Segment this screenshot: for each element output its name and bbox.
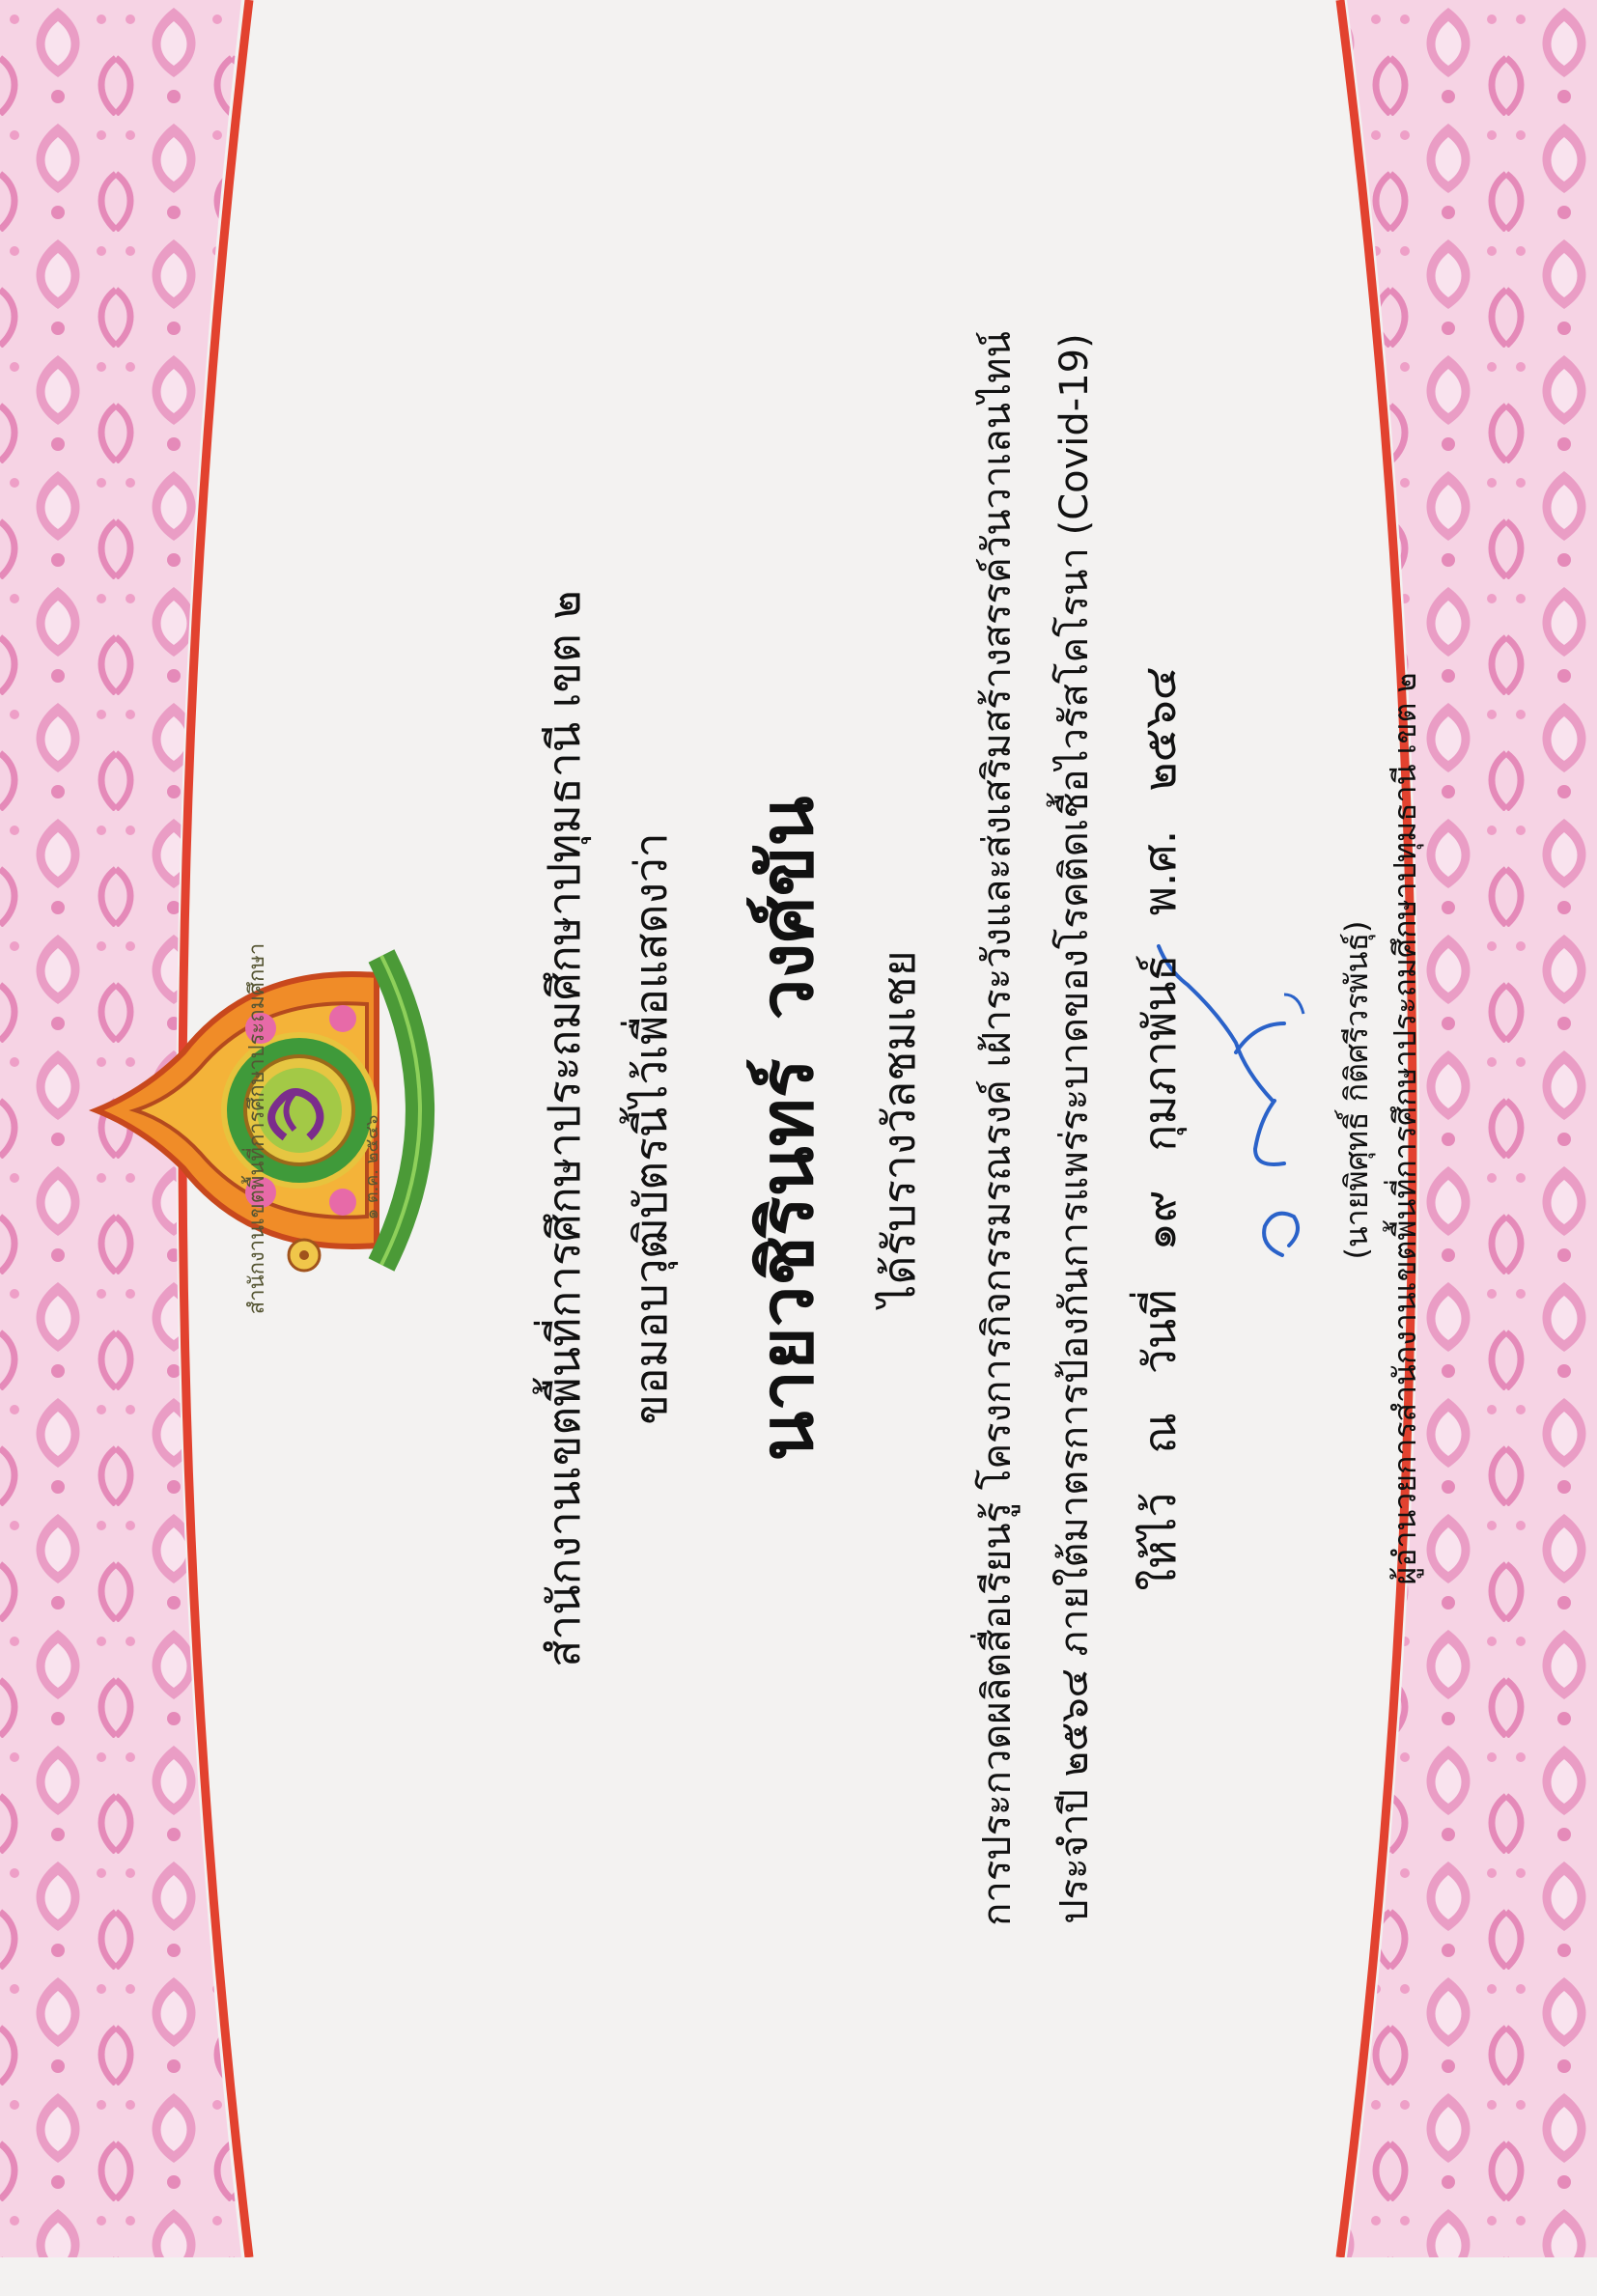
- issuer-line: สำนักงานเขตพื้นที่การศึกษาประถมศึกษาปทุมธานี เขต ๒: [538, 590, 590, 1667]
- date-year: ๒๕๖๔: [1134, 666, 1186, 792]
- recipient-first-name: นายวชิรินทร์: [743, 1058, 829, 1462]
- recipient-last-name: วงศ์ขัน: [743, 796, 829, 1021]
- logo-date-text: ๑ ต.ค. ๒๕๔๖: [362, 1114, 382, 1220]
- detail-line-1: การประกวดผลิตสื่อเรียนรู้ โครงการกิจกรรมรณรงค์ เฝ้าระวังและส่งเสริมสร้างสรรค์วันวาเลนไทน์: [975, 331, 1020, 1926]
- date-day-label: วันที่: [1134, 1289, 1186, 1375]
- date-at: ณ: [1134, 1413, 1186, 1454]
- date-day: ๑๙: [1134, 1190, 1186, 1251]
- detail-line-2: ประจำปี ๒๕๖๔ ภายใต้มาตรการป้องกันการแพร่ระบาดของโรคติดเชื้อไวรัสโคโรนา (Covid-19): [1052, 333, 1097, 1924]
- intro-line: ขอมอบวุฒิบัตรนี้ไว้เพื่อแสดงว่า: [625, 832, 677, 1425]
- recipient-name: [729, 0, 845, 2257]
- date-month: กุมภาพันธ์: [1134, 954, 1186, 1152]
- logo-ring-text: สำนักงานเขตพื้นที่การศึกษาประถมศึกษา: [245, 942, 269, 1315]
- date-era: พ.ศ.: [1134, 829, 1186, 916]
- date-prefix: ให้ไว้: [1134, 1492, 1186, 1591]
- signer-title: ผู้อำนวยการสำนักงานเขตพื้นที่การศึกษาประถมศึกษาปทุมธานี เขต ๒: [1387, 672, 1423, 1585]
- signer-name: (นายพิศุทธิ์ กิติศรีวรพันธุ์): [1338, 920, 1375, 1260]
- award-line: ได้รับรางวัลชมเชย: [873, 950, 925, 1307]
- date-line: [1125, 0, 1195, 2257]
